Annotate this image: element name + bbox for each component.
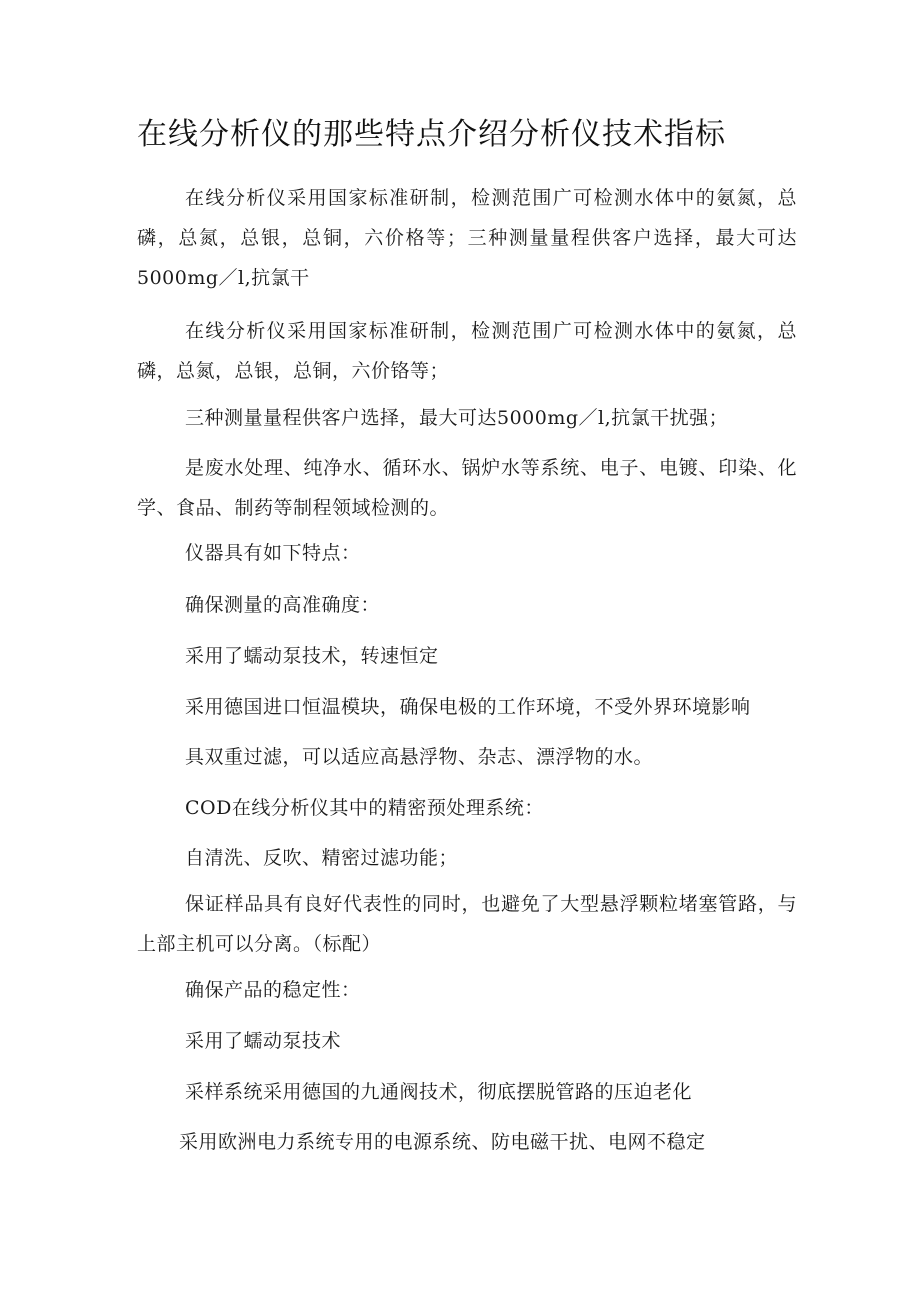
paragraph-9: 具双重过滤，可以适应高悬浮物、杂志、漂浮物的水。 <box>185 746 654 768</box>
paragraph-11: 自清洗、反吹、精密过滤功能； <box>185 847 459 869</box>
paragraph-10: COD在线分析仪其中的精密预处理系统： <box>185 797 544 819</box>
paragraph-8: 采用德国进口恒温模块，确保电极的工作环境，不受外界环境影响 <box>185 696 751 718</box>
paragraph-16: 采用欧洲电力系统专用的电源系统、防电磁干扰、电网不稳定 <box>179 1131 706 1153</box>
paragraph-2: 在线分析仪采用国家标准研制，检测范围广可检测水体中的氨氮，总磷，总氮，总银，总铜，六价铬等； <box>137 320 797 382</box>
paragraph-12: 保证样品具有良好代表性的同时，也避免了大型悬浮颗粒堵塞管路，与上部主机可以分离。（标配） <box>137 893 797 955</box>
paragraph-3: 三种测量量程供客户选择，最大可达5000mg／l,抗氯干扰强； <box>185 407 729 429</box>
paragraph-6: 确保测量的高准确度： <box>185 594 381 616</box>
paragraph-13: 确保产品的稳定性： <box>185 979 361 1001</box>
paragraph-5: 仪器具有如下特点： <box>185 542 361 564</box>
paragraph-15: 采样系统采用德国的九通阀技术，彻底摆脱管路的压迫老化 <box>185 1081 693 1103</box>
paragraph-7: 采用了蠕动泵技术，转速恒定 <box>185 645 439 667</box>
document-title: 在线分析仪的那些特点介绍分析仪技术指标 <box>137 117 726 152</box>
paragraph-4: 是废水处理、纯净水、循环水、锅炉水等系统、电子、电镀、印染、化学、食品、制药等制程领域检测的。 <box>137 457 797 519</box>
paragraph-1: 在线分析仪采用国家标准研制，检测范围广可检测水体中的氨氮，总磷，总氮，总银，总铜，六价格等；三种测量量程供客户选择，最大可达5000mg／l,抗氯干 <box>137 187 797 289</box>
paragraph-14: 采用了蠕动泵技术 <box>185 1030 342 1052</box>
